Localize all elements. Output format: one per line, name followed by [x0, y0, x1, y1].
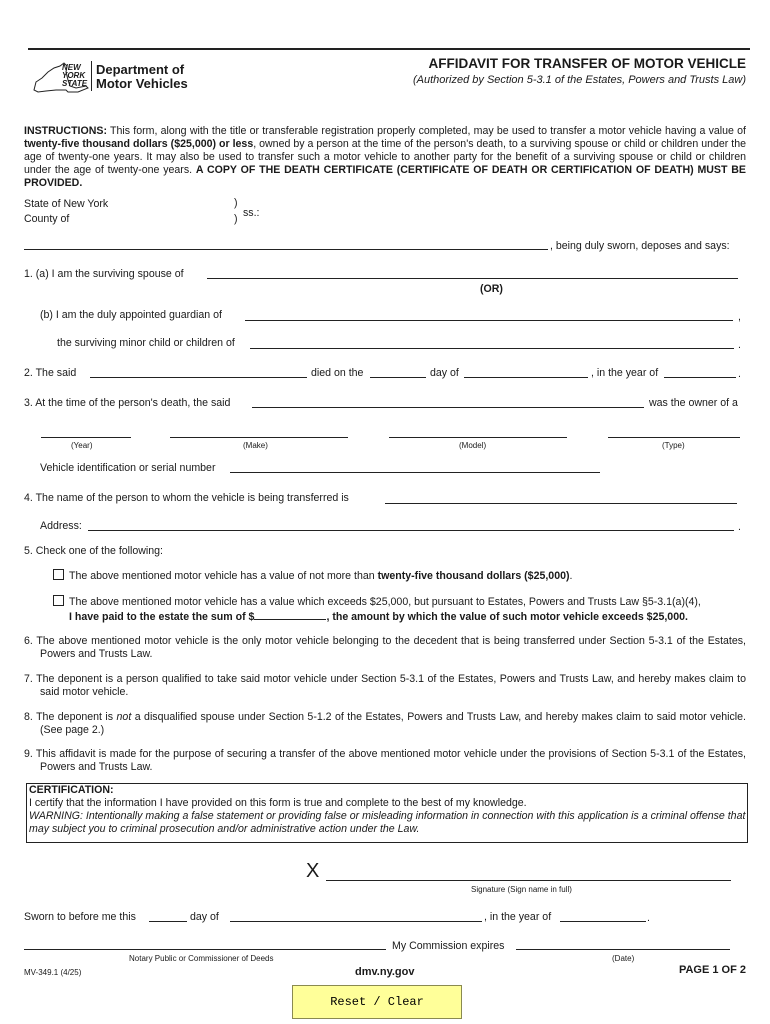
logo-department: Department of Motor Vehicles	[96, 62, 188, 91]
item-4-label: 4. The name of the person to whom the vehicle is being transferred is	[24, 492, 349, 504]
ss-label: ss.:	[243, 207, 260, 219]
option-1-text: The above mentioned motor vehicle has a value of not more than twenty-five thousand dollars ($25,000).	[69, 570, 573, 582]
logo-divider	[91, 61, 92, 91]
item-6: 6. The above mentioned motor vehicle is the only motor vehicle belonging to the decedent that is being transferred under Section 5-3.1 of the Estates, Powers and Trusts Law.	[24, 635, 746, 660]
owner-of-label: was the owner of a	[649, 397, 738, 409]
reset-clear-button[interactable]: Reset / Clear	[292, 985, 462, 1019]
county-label: County of	[24, 213, 70, 225]
vin-label: Vehicle identification or serial number	[40, 462, 216, 474]
amount-paid-field[interactable]	[261, 611, 333, 623]
item-5-label: 5. Check one of the following:	[24, 545, 163, 557]
option-2-line-2: I have paid to the estate the sum of $ , the amount by which the value of such motor vehicle exceeds $25,000.	[69, 611, 688, 623]
death-day-field[interactable]	[370, 377, 426, 378]
day-of-label: day of	[430, 367, 459, 379]
vehicle-model-field[interactable]	[389, 437, 567, 438]
certification-statement: I certify that the information I have provided on this form is true and complete to the best of my knowledge.	[29, 797, 527, 809]
year-caption: (Year)	[71, 441, 93, 450]
item-3-label: 3. At the time of the person's death, the said	[24, 397, 231, 409]
value-over-25000-checkbox[interactable]	[53, 595, 64, 606]
venue-paren-1: )	[234, 197, 238, 209]
dmv-website: dmv.ny.gov	[355, 966, 415, 978]
option-2-line-1: The above mentioned motor vehicle has a value which exceeds $25,000, but pursuant to Estates, Powers and Trusts Law §5-3.1(a)(4),	[69, 596, 701, 608]
death-month-field[interactable]	[464, 377, 588, 378]
signature-caption: Signature (Sign name in full)	[471, 885, 572, 894]
certification-heading: CERTIFICATION:	[29, 784, 114, 796]
vehicle-year-field[interactable]	[41, 437, 131, 438]
item-1b-label: (b) I am the duly appointed guardian of	[40, 309, 222, 321]
form-id: MV-349.1 (4/25)	[24, 968, 82, 977]
period: .	[738, 339, 741, 351]
commission-date-field[interactable]	[516, 949, 730, 950]
decedent-name-field[interactable]	[90, 377, 307, 378]
died-on-label: died on the	[311, 367, 364, 379]
date-caption: (Date)	[612, 954, 635, 963]
make-caption: (Make)	[243, 441, 268, 450]
owner-name-field[interactable]	[252, 407, 644, 408]
vehicle-make-field[interactable]	[170, 437, 348, 438]
spouse-of-field[interactable]	[207, 278, 738, 279]
address-field[interactable]	[88, 530, 734, 531]
item-8: 8. The deponent is not a disqualified spouse under Section 5-1.2 of the Estates, Powers and Trusts Law, and hereby makes claim to said motor vehicle. (See page 2.)	[24, 711, 747, 736]
model-caption: (Model)	[459, 441, 487, 450]
vin-field[interactable]	[230, 472, 600, 473]
instructions: INSTRUCTIONS: This form, along with the title or transferable registration properly completed, may be used to transfer a motor vehicle having a value of twenty-five thousand dollars ($25,000) or less, owned by a person at the time of the person's death, to a surviving spouse or child or children under the age of twenty-one years. It may also be used to transfer such a motor vehicle to another party for the benefit of a surviving spouse or child or children under the age of twenty-one years. A COPY OF THE DEATH CERTIFICATE (CERTIFICATE OF DEATH OR CERTIFICATION OF DEATH) MUST BE PROVIDED.	[24, 125, 747, 189]
notary-signature-field[interactable]	[24, 949, 386, 950]
state-label: State of New York	[24, 198, 109, 210]
commission-label: My Commission expires	[392, 940, 505, 952]
certification-box	[26, 783, 748, 843]
value-under-25000-checkbox[interactable]	[53, 569, 64, 580]
sworn-text: , being duly sworn, deposes and says:	[550, 240, 730, 252]
or-label: (OR)	[480, 283, 503, 295]
certification-warning: WARNING: Intentionally making a false statement or providing false or misleading information in connection with this application is a criminal offense that may subject you to criminal prosecution and/or administrative action under the Law.	[29, 810, 746, 835]
sworn-day-field[interactable]	[149, 921, 187, 922]
vehicle-type-field[interactable]	[608, 437, 740, 438]
item-7: 7. The deponent is a person qualified to take said motor vehicle under Section 5-3.1 of the Estates, Powers and Trusts Law, and hereby makes claim to said motor vehicle.	[24, 673, 746, 698]
period: .	[647, 912, 650, 924]
item-1a-label: 1. (a) I am the surviving spouse of	[24, 268, 184, 280]
year-of-label: , in the year of	[591, 367, 659, 379]
sworn-year-field[interactable]	[560, 921, 646, 922]
type-caption: (Type)	[662, 441, 685, 450]
venue-paren-2: )	[234, 213, 238, 225]
guardian-of-field[interactable]	[245, 320, 733, 321]
period: .	[738, 368, 741, 380]
comma: ,	[738, 311, 741, 323]
signature-field[interactable]	[326, 880, 731, 881]
signature-x: X	[306, 860, 320, 882]
deponent-name-field[interactable]	[24, 249, 548, 250]
form-title: AFFIDAVIT FOR TRANSFER OF MOTOR VEHICLE	[428, 56, 746, 71]
sworn-label: Sworn to before me this	[24, 911, 136, 923]
item-1b2-label: the surviving minor child or children of	[57, 337, 235, 349]
transferee-name-field[interactable]	[385, 503, 737, 504]
sworn-year-of-label: , in the year of	[484, 911, 552, 923]
death-year-field[interactable]	[664, 377, 736, 378]
sworn-month-field[interactable]	[230, 921, 482, 922]
logo-ny-state: NEW YORK STATE	[62, 63, 88, 88]
sworn-day-of-label: day of	[190, 911, 219, 923]
page-number: PAGE 1 OF 2	[678, 964, 746, 976]
children-of-field[interactable]	[250, 348, 734, 349]
item-2-label: 2. The said	[24, 367, 77, 379]
address-label: Address:	[40, 520, 82, 532]
form-subtitle: (Authorized by Section 5-3.1 of the Estates, Powers and Trusts Law)	[412, 74, 746, 86]
item-9: 9. This affidavit is made for the purpose of securing a transfer of the above mentioned motor vehicle under the provisions of Section 5-3.1 of the Estates, Powers and Trusts Law.	[24, 748, 746, 773]
notary-caption: Notary Public or Commissioner of Deeds	[129, 954, 274, 963]
period: .	[738, 521, 741, 533]
header-rule	[28, 48, 750, 50]
